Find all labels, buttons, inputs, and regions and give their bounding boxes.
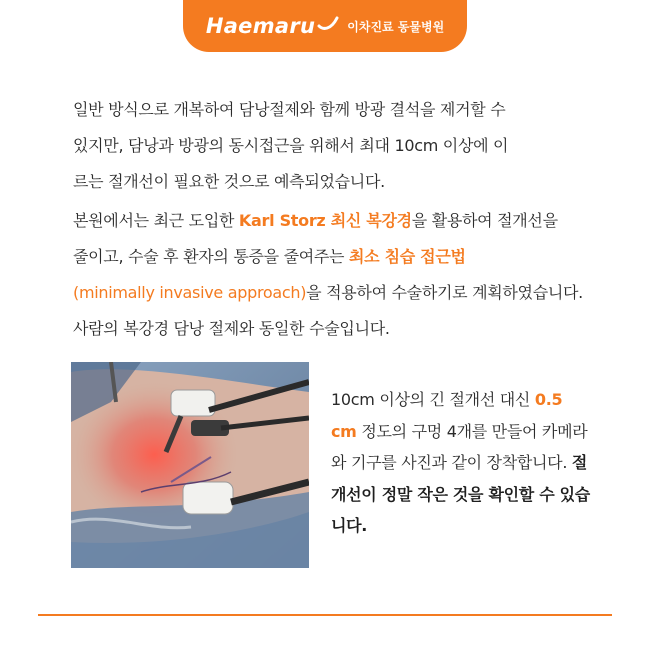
logo-subtitle: 이차진료 동물병원: [347, 19, 445, 34]
photo-caption: [331, 384, 591, 542]
highlight-english-term: (minimally invasive approach): [73, 283, 307, 302]
paragraph-intro: [73, 92, 583, 200]
paragraph-text: 을 활용하여 절개선을 줄이고, 수술 후 환자의 통증을 줄여주는: [73, 211, 558, 266]
paragraph-method: [73, 203, 583, 347]
caption-text: 정도의 구멍 4개를 만들어 카메라와 기구를 사진과 같이 장착합니다.: [331, 421, 588, 472]
caption-highlight-size: 0.5 cm: [331, 390, 563, 441]
footer-divider: [38, 614, 612, 616]
surgery-photo-illustration: [71, 362, 309, 568]
paragraph-line: 일반 방식으로 개복하여 담낭절제와 함께 방광 결석을 제거할 수: [73, 100, 506, 119]
caption-bold-note: 절개선이 정말 작은 것을 확인할 수 있습니다.: [331, 453, 590, 535]
paragraph-line: 있지만, 담낭과 방광의 동시접근을 위해서 최대 10cm 이상에 이: [73, 136, 509, 155]
header-logo-tab: [183, 0, 467, 52]
paragraph-text: 을 적용하여 수술하기로 계획하였습니다. 사람의 복강경 담낭 절제와 동일한 수술입니다.: [73, 283, 583, 338]
highlight-laparoscope: Karl Storz 최신 복강경: [238, 211, 412, 230]
caption-text: 10cm 이상의 긴 절개선 대신: [331, 390, 535, 409]
paragraph-line: 르는 절개선이 필요한 것으로 예측되었습니다.: [73, 172, 385, 191]
swoosh-icon: [317, 14, 339, 32]
logo-text: Haemaru: [205, 14, 316, 38]
paragraph-text: 본원에서는 최근 도입한: [73, 211, 239, 230]
surgery-photo: [71, 362, 309, 568]
highlight-minimally-invasive: 최소 침습 접근법: [349, 247, 466, 266]
